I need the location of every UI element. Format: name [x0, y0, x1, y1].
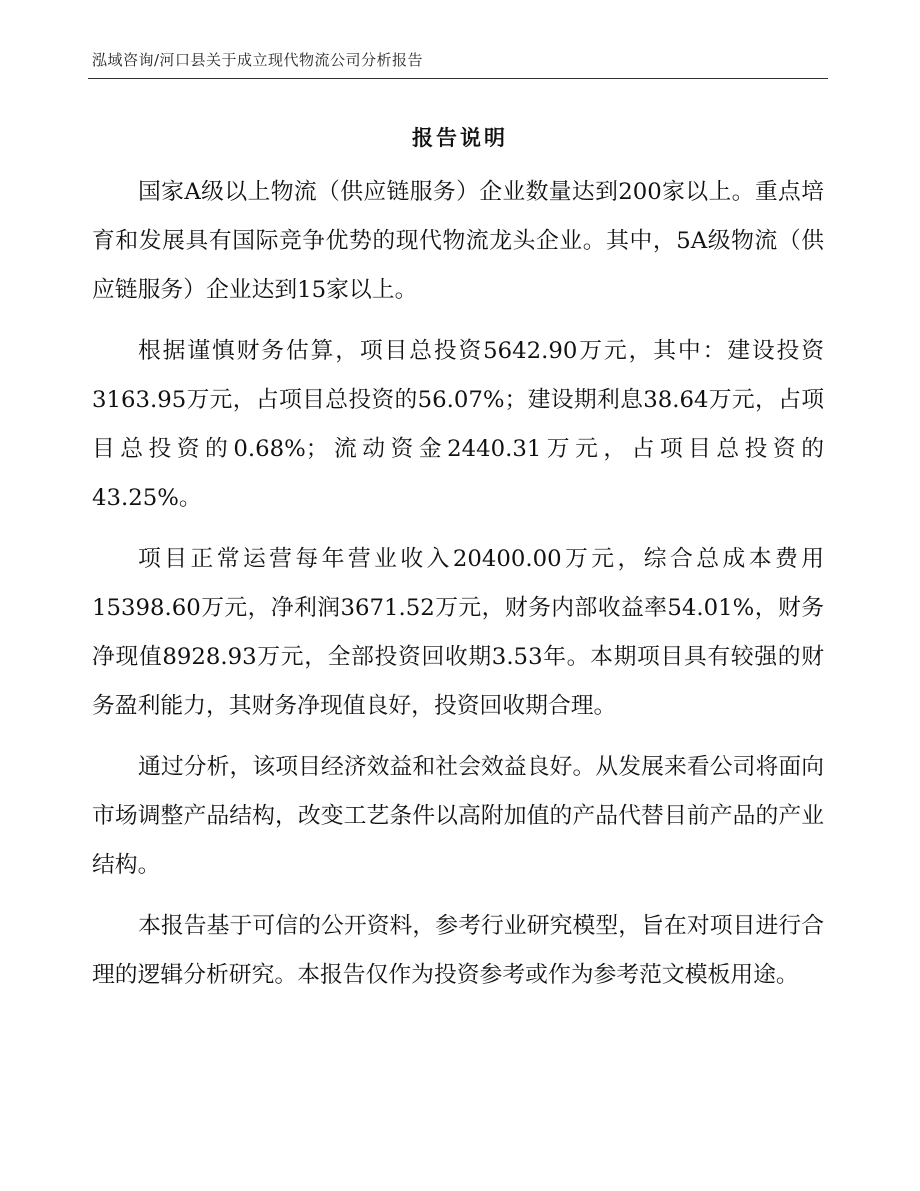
paragraph-investment-estimate: 根据谨慎财务估算，项目总投资5642.90万元，其中：建设投资3163.95万元，占项目总投资的56.07%；建设期利息38.64万元，占项目总投资的0.68%；流动资金2440.31万元，占项目总投资的43.25%。: [92, 338, 824, 511]
header-divider: [88, 78, 828, 79]
page-title: 报告说明: [412, 125, 508, 150]
paragraph-operating-revenue: 项目正常运营每年营业收入20400.00万元，综合总成本费用15398.60万元，净利润3671.52万元，财务内部收益率54.01%，财务净现值8928.93万元，全部投资回收期3.53年。本期项目具有较强的财务盈利能力，其财务净现值良好，投资回收期合理。: [92, 546, 824, 719]
paragraph-benefit-analysis: 通过分析，该项目经济效益和社会效益良好。从发展来看公司将面向市场调整产品结构，改变工艺条件以高附加值的产品代替目前产品的产业结构。: [92, 754, 824, 878]
paragraph-enterprise-targets: 国家A级以上物流（供应链服务）企业数量达到200家以上。重点培育和发展具有国际竞争优势的现代物流龙头企业。其中，5A级物流（供应链服务）企业达到15家以上。: [92, 179, 824, 303]
paragraph-disclaimer: 本报告基于可信的公开资料，参考行业研究模型，旨在对项目进行合理的逻辑分析研究。本报告仅作为投资参考或作为参考范文模板用途。: [92, 913, 824, 988]
running-header: 泓域咨询/河口县关于成立现代物流公司分析报告: [92, 51, 424, 69]
document-body: [92, 168, 824, 1000]
